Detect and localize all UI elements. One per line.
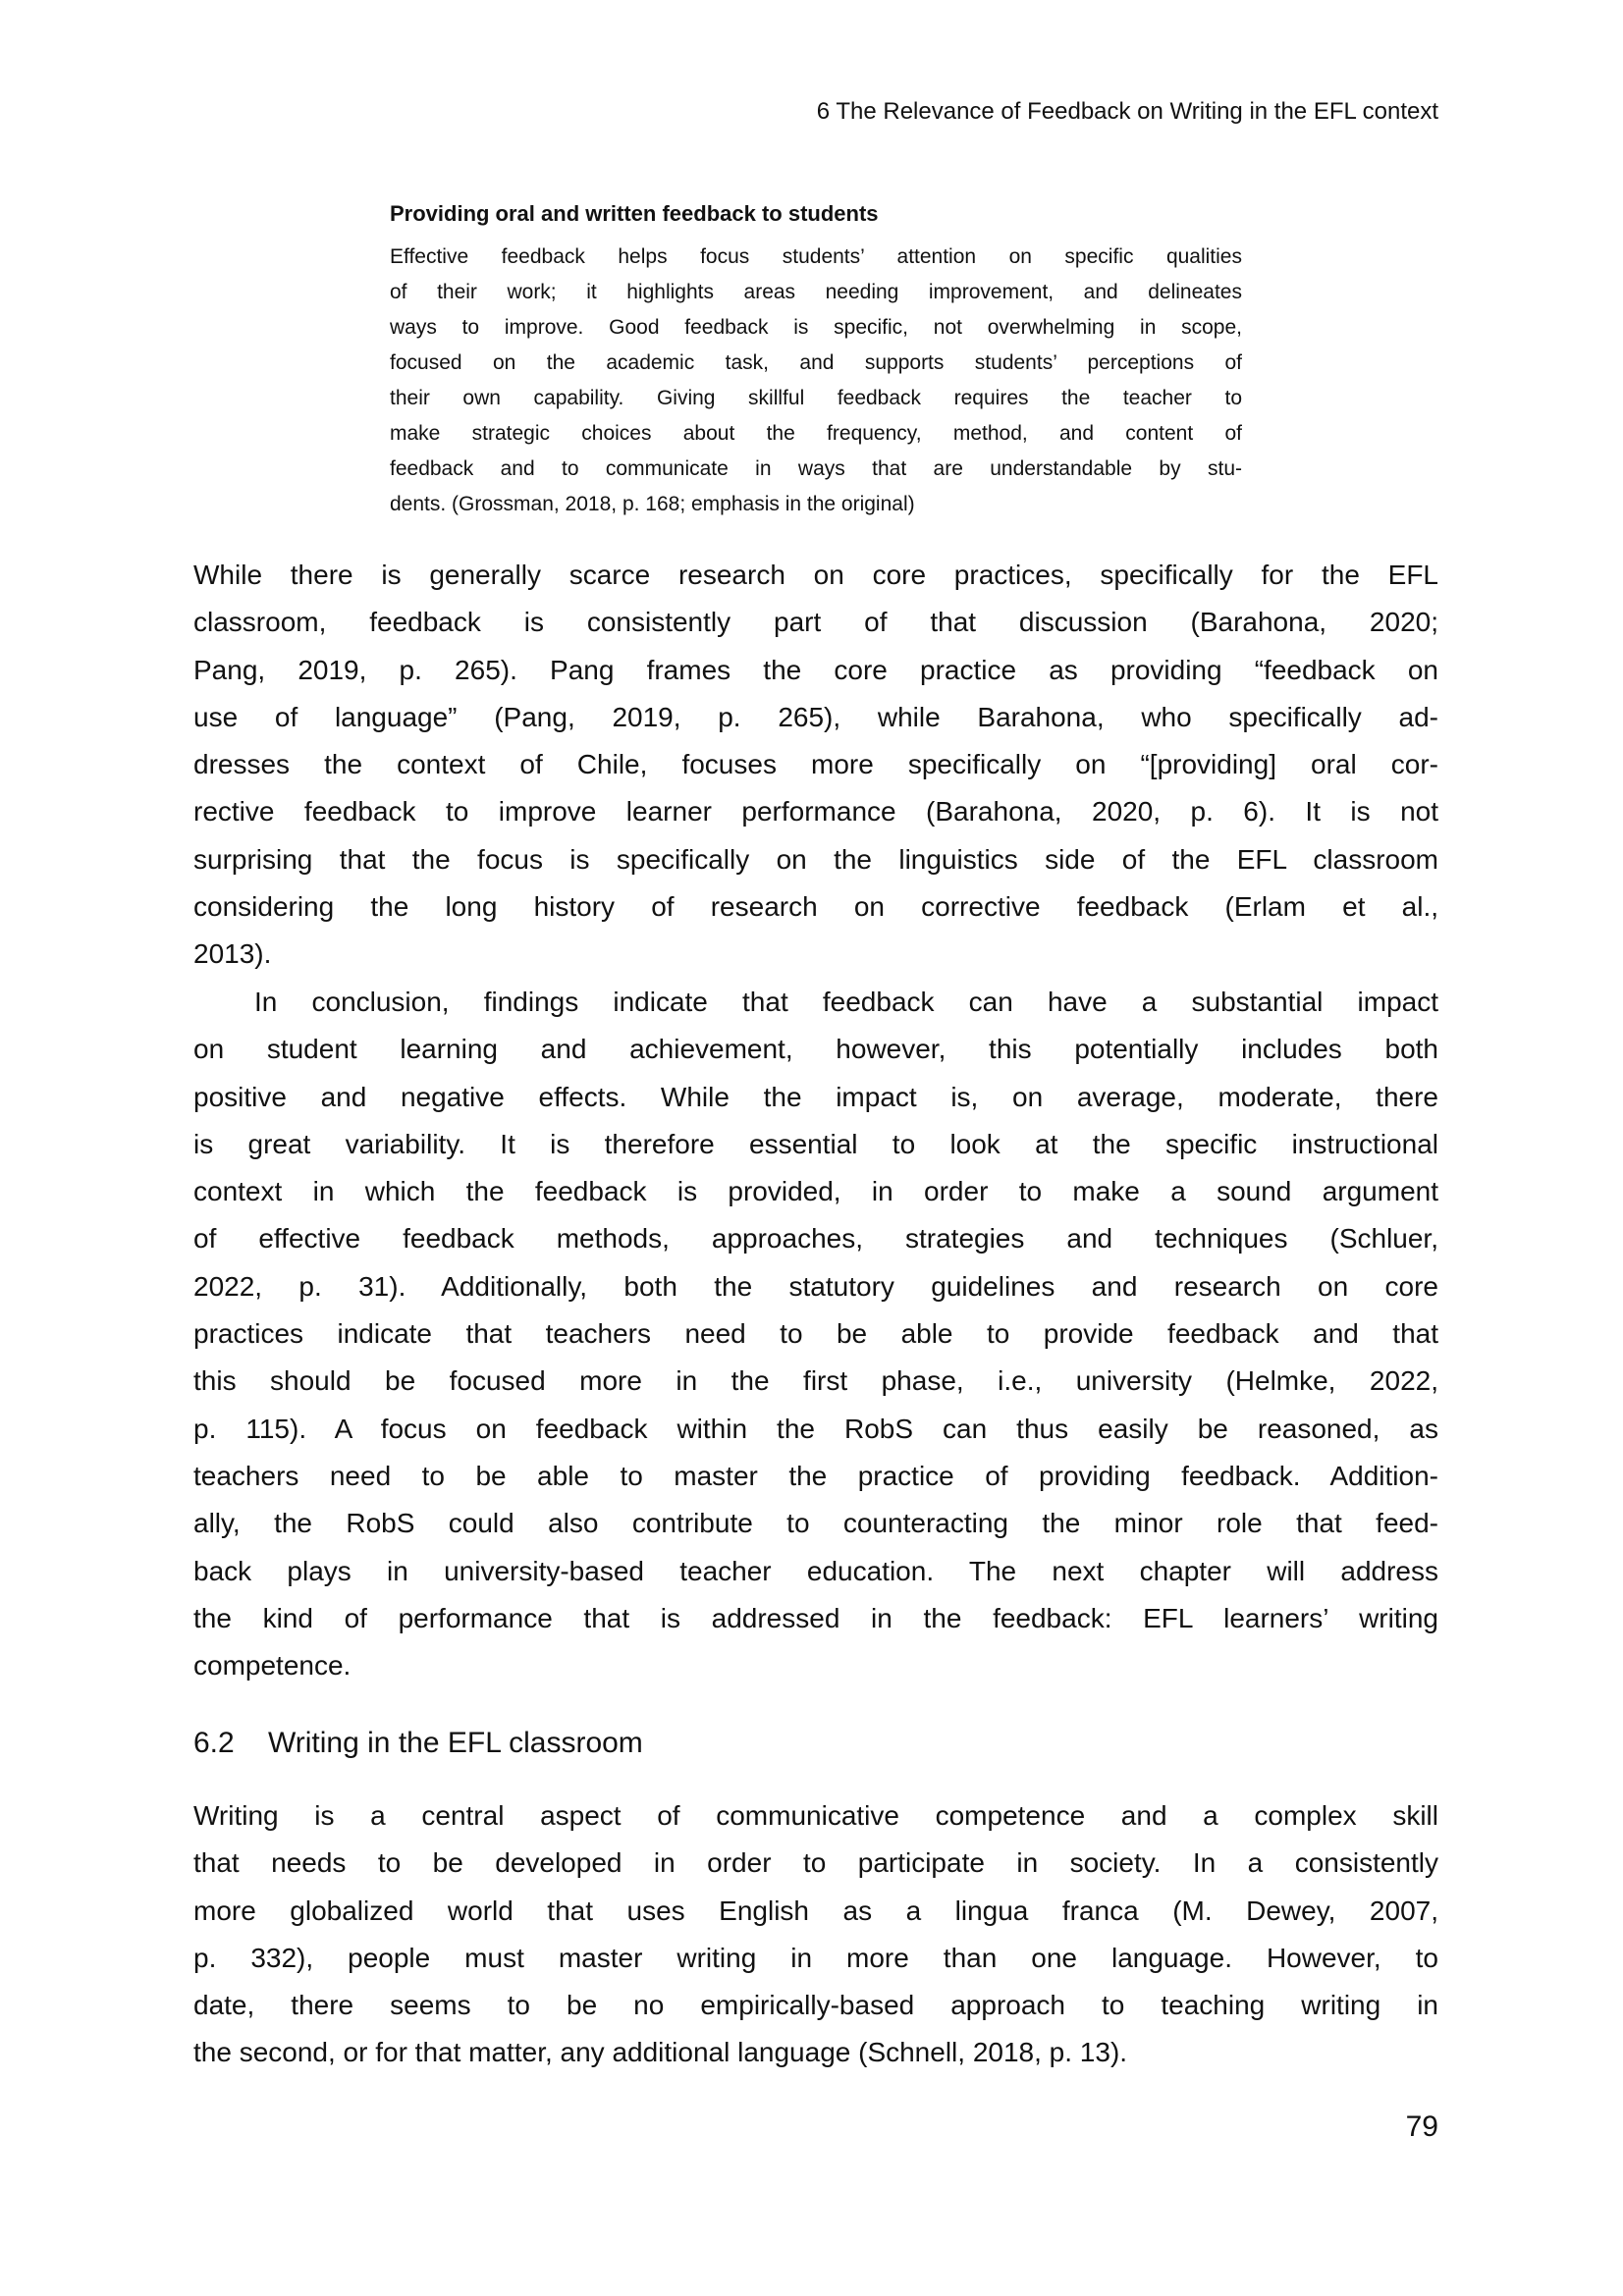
text-line: practices indicate that teachers need to be able to provide feedback and that	[193, 1318, 1438, 1350]
text-line: this should be focused more in the first phase, i.e., university (Helmke, 2022,	[193, 1365, 1438, 1397]
text-line: rective feedback to improve learner performance (Barahona, 2020, p. 6). It is not	[193, 796, 1438, 828]
text-line: the second, or for that matter, any additional language (Schnell, 2018, p. 13).	[193, 2037, 1128, 2068]
text-line: context in which the feedback is provided, in order to make a sound argument	[193, 1176, 1438, 1207]
quote-body	[390, 240, 1242, 522]
quote-line: of their work; it highlights areas needing improvement, and delineates	[390, 281, 1242, 303]
quote-line: focused on the academic task, and supports students’ perceptions of	[390, 351, 1242, 374]
quote-line: dents. (Grossman, 2018, p. 168; emphasis in the original)	[390, 493, 915, 515]
text-line: 2013).	[193, 938, 272, 970]
text-line: teachers need to be able to master the practice of providing feedback. Addition-	[193, 1460, 1438, 1491]
paragraph-3	[193, 1792, 1438, 2077]
paragraph-2	[193, 979, 1438, 1689]
text-line: surprising that the focus is specifically on the linguistics side of the EFL classroom	[193, 843, 1438, 875]
quote-line: feedback and to communicate in ways that are understandable by stu-	[390, 457, 1242, 480]
text-line: the kind of performance that is addressed in the feedback: EFL learners’ writing	[193, 1602, 1438, 1633]
text-line: of effective feedback methods, approaches, strategies and techniques (Schluer,	[193, 1223, 1438, 1255]
text-line: that needs to be developed in order to participate in society. In a consistently	[193, 1847, 1438, 1879]
text-line: While there is generally scarce research on core practices, specifically for the EFL	[193, 560, 1438, 590]
text-line: dresses the context of Chile, focuses more specifically on “[providing] oral cor-	[193, 749, 1438, 780]
text-line: use of language” (Pang, 2019, p. 265), while Barahona, who specifically ad-	[193, 701, 1438, 732]
text-line: p. 332), people must master writing in more than one language. However, to	[193, 1942, 1438, 1973]
running-head: 6 The Relevance of Feedback on Writing in the EFL context	[816, 98, 1438, 125]
text-line: competence.	[193, 1650, 352, 1682]
paragraph-1	[193, 552, 1438, 979]
text-line: back plays in university-based teacher education. The next chapter will address	[193, 1555, 1438, 1586]
text-line: positive and negative effects. While the impact is, on average, moderate, there	[193, 1081, 1438, 1112]
text-line: In conclusion, findings indicate that feedback can have a substantial impact	[254, 987, 1438, 1017]
quote-line: Effective feedback helps focus students’ attention on specific qualities	[390, 245, 1242, 268]
text-line: classroom, feedback is consistently part of that discussion (Barahona, 2020;	[193, 607, 1438, 638]
quote-line: their own capability. Giving skillful feedback requires the teacher to	[390, 387, 1242, 409]
quote-title: Providing oral and written feedback to students	[390, 201, 879, 226]
text-line: Pang, 2019, p. 265). Pang frames the core practice as providing “feedback on	[193, 654, 1438, 685]
text-line: date, there seems to be no empirically-based approach to teaching writing in	[193, 1990, 1438, 2021]
text-line: p. 115). A focus on feedback within the RobS can thus easily be reasoned, as	[193, 1413, 1438, 1444]
text-line: more globalized world that uses English as a lingua franca (M. Dewey, 2007,	[193, 1895, 1438, 1926]
block-quote	[390, 196, 1242, 522]
quote-line: make strategic choices about the frequency, method, and content of	[390, 422, 1242, 445]
quote-line: ways to improve. Good feedback is specific, not overwhelming in scope,	[390, 316, 1242, 339]
text-line: Writing is a central aspect of communicative competence and a complex skill	[193, 1800, 1438, 1831]
section-heading	[193, 1720, 643, 1767]
section-title: Writing in the EFL classroom	[268, 1727, 643, 1759]
section-number: 6.2	[193, 1727, 235, 1759]
text-line: considering the long history of research on corrective feedback (Erlam et al.,	[193, 891, 1438, 923]
page-number: 79	[1405, 2110, 1438, 2143]
text-line: is great variability. It is therefore essential to look at the specific instructional	[193, 1128, 1438, 1159]
text-line: on student learning and achievement, however, this potentially includes both	[193, 1034, 1438, 1065]
text-line: 2022, p. 31). Additionally, both the statutory guidelines and research on core	[193, 1270, 1438, 1302]
text-line: ally, the RobS could also contribute to counteracting the minor role that feed-	[193, 1508, 1438, 1539]
